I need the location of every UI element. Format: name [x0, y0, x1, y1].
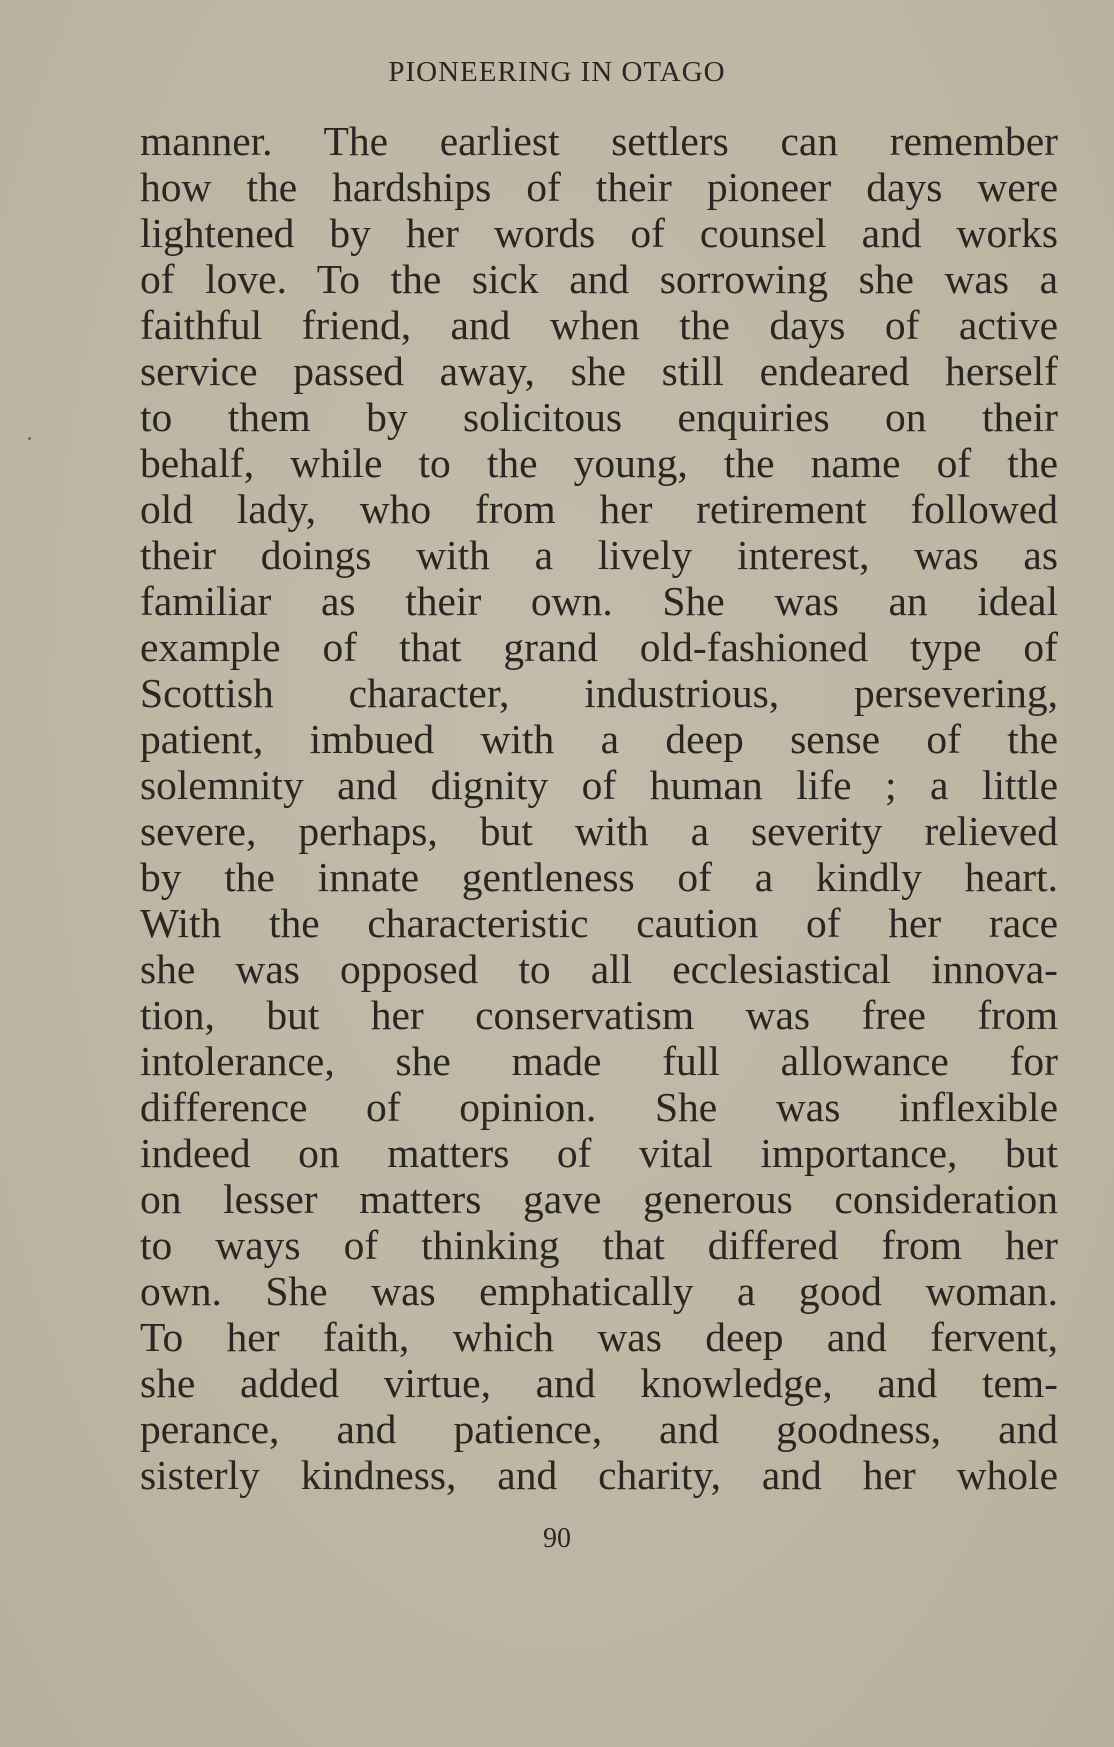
text-line: old lady, who from her retirement followed	[140, 486, 1058, 532]
paper-speck	[28, 437, 31, 440]
text-line: by the innate gentleness of a kindly heart.	[140, 854, 1058, 900]
text-line: Scottish character, industrious, persevering,	[140, 670, 1058, 716]
text-line: their doings with a lively interest, was as	[140, 532, 1058, 578]
text-line: familiar as their own. She was an ideal	[140, 578, 1058, 624]
text-line: she added virtue, and knowledge, and tem-	[140, 1360, 1058, 1406]
text-line: example of that grand old-fashioned type of	[140, 624, 1058, 670]
text-line: own. She was emphatically a good woman.	[140, 1268, 1058, 1314]
text-line: of love. To the sick and sorrowing she was a	[140, 256, 1058, 302]
text-line: service passed away, she still endeared herself	[140, 348, 1058, 394]
text-line: tion, but her conservatism was free from	[140, 992, 1058, 1038]
text-line: indeed on matters of vital importance, but	[140, 1130, 1058, 1176]
text-line: manner. The earliest settlers can remember	[140, 118, 1058, 164]
text-line: to ways of thinking that differed from her	[140, 1222, 1058, 1268]
page-number: 90	[543, 1523, 571, 1554]
text-line: lightened by her words of counsel and works	[140, 210, 1058, 256]
text-line: to them by solicitous enquiries on their	[140, 394, 1058, 440]
text-line: how the hardships of their pioneer days were	[140, 164, 1058, 210]
text-line: difference of opinion. She was inflexible	[140, 1084, 1058, 1130]
text-line: on lesser matters gave generous consideration	[140, 1176, 1058, 1222]
text-line: behalf, while to the young, the name of the	[140, 440, 1058, 486]
text-line: With the characteristic caution of her race	[140, 900, 1058, 946]
body-text	[140, 118, 1058, 1498]
text-line: she was opposed to all ecclesiastical innova-	[140, 946, 1058, 992]
text-line: solemnity and dignity of human life ; a little	[140, 762, 1058, 808]
text-line: severe, perhaps, but with a severity relieved	[140, 808, 1058, 854]
text-line: sisterly kindness, and charity, and her whole	[140, 1452, 1058, 1498]
text-line: patient, imbued with a deep sense of the	[140, 716, 1058, 762]
text-line: perance, and patience, and goodness, and	[140, 1406, 1058, 1452]
running-head: PIONEERING IN OTAGO	[388, 56, 726, 88]
text-line: faithful friend, and when the days of active	[140, 302, 1058, 348]
text-line: intolerance, she made full allowance for	[140, 1038, 1058, 1084]
text-line: To her faith, which was deep and fervent,	[140, 1314, 1058, 1360]
